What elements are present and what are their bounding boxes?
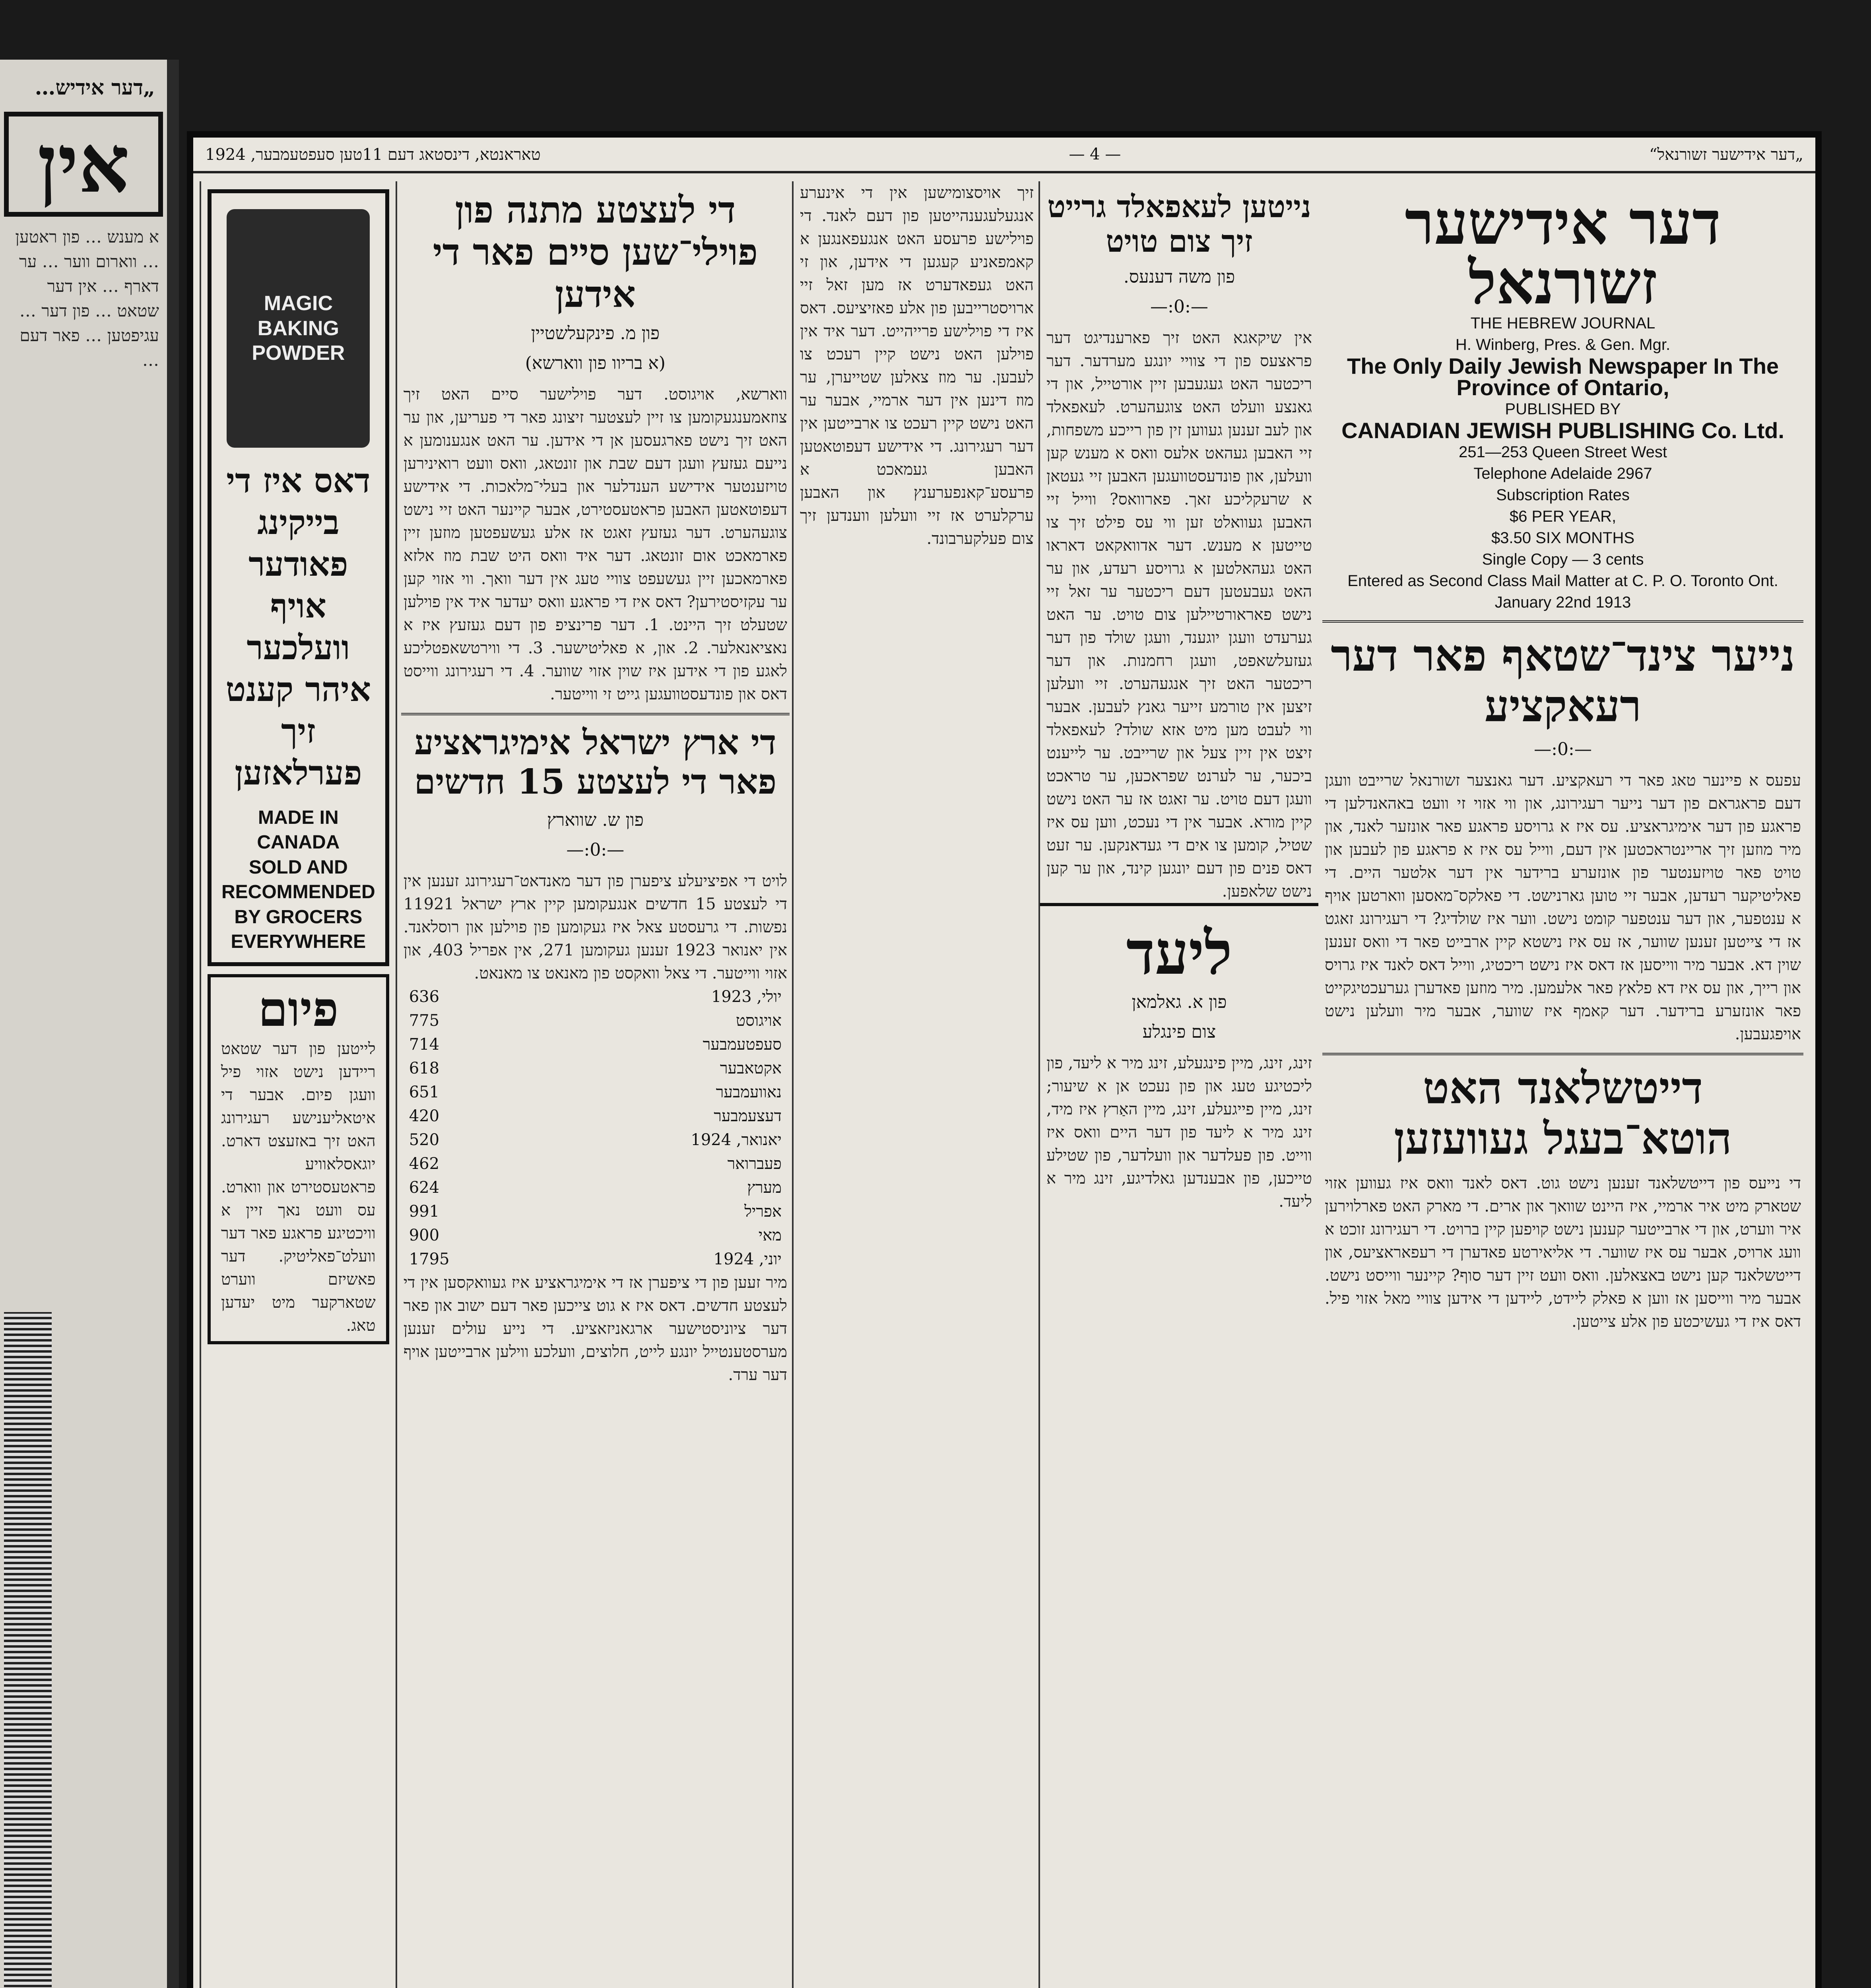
masthead-company: CANADIAN JEWISH PUBLISHING Co. Ltd. <box>1341 418 1784 443</box>
leopold-text: אין שיקאגא האט זיך פארענדיגט דער פראצעס פון די צוויי יונגע מערדער. דער ריכטער האט געגעבען זיין אורטייל, און די גאנצע וועלט האט צוגעהערט. לעאפאלד און לעב זענען געווען זין פון רייכע משפחות, זיי האבען געהאט אלעס וואס א מענש קען וועלען, און פונדעסטוועגען האבען זיי געטאן א שרעקליכע זאך. פארוואס? ווייל זיי האבען געוואלט זען ווי עס פילט זיך צו טייטען א מענש. דער אדוואקאט דאראו האט געהאלטען א גרויסע רעדע, און ער האט געבעטען דעם ריכטער ער זאל זיי נישט פאראורטיילען צום טויט. ער האט גערעדט וועגן יוגענד, וועגן שולד פון דער געזעלשאפט, וועגן רחמנות. און דער ריכטער האט זיך אנגעהערט. זיי וועלען זיצען אין טורמע זייער גאנץ לעבען. אבער ווי לעבט מען מיט אזא שולד? לעאפאלד זיצט אין זיין צעל און שרייבט. ער לייענט ביכער, ער לערנט שפראכען, ער טראכט וועגן דעם טויט. ער זאגט אז ער האט נישט קיין מורא. אבער אין די נעכט, ווען עס איז שטיל, קומען צו אים די געדאנקען. ער זעט דאס פנים פון דעם יונגען קינד, און ער קען נישט שלאפען. <box>1046 328 1312 901</box>
editorial2-text: די נייעס פון דייטשלאנד זענען נישט גוט. דאס לאנד וואס איז געווען אזוי שטארק מיט איר ארמיי, איז היינט שוואך און ארים. די מארק האט פארלוירען איר ווערט, און די ארבייטער קענען נישט קויפען קיין ברויט. די רעגירונג זוכט א וועג ארויס, אבער עס איז שווער. די אליאירטע פאדערן די רעפאראציעס, און דייטשלאנד קען נישט באצאלען. וואס וועט זיין דער סוף? קיינער ווייסט נישט. אבער מיר ווייסען אז ווען א פאלק ליידט, ליידען די אידען צוויי מאל אזוי פיל. דאס איז די געשיכטע פון אלע צייטען. <box>1325 1174 1801 1331</box>
column-polish-sejm <box>792 181 1040 1988</box>
editorial1-text: עפעס א פיינער טאג פאר די רעאקציע. דער גאנצער זשורנאל שרייבט וועגן דעם פראגראם פון דער נייער רעגירונג, און ווי אזוי זי וועט באהאנדלען די פראגע פון דער אימיגראציע. עס איז א גרויסע פראגע פאר אונזער לאנד, און מיר מוזען זיך אריינטראכטען אין דעם, ווייל עס איז א פראגע פון לעבען און טויט פאר טויזענטער פון אונזערע ברידער אין דער אלטער היים. די פאליטיקער רעדען, אבער זיי טוען גארנישט. די פאלקס־מאסען ווארטען אויף א ענטפער, און דער ענטפער קומט נישט. ווער איז שולדיג? די רעגירונג זאגט אז די צייטען זענען שווער, אז עס איז נישטא קיין ארבייט פאר די וואס זענען שוין דא. אבער מיר ווייסען אז דאס איז נישט ריכטיג, ווייל דאס לאנד איז גרויס און רייך, און עס איז דא פלאץ פאר אלעמען. מיר מוזען פאדערן גערעכטיגקייט פאר אונזערע ברידער. דער קאמף איז שווער, אבער מיר וועלען נישט אויפגעבען. <box>1325 771 1801 1043</box>
table-row: יולי, 1923 636 <box>409 988 782 1006</box>
masthead-entered: Entered as Second Class Mail Matter at C. P. O. Toronto Ont. <box>1347 572 1778 590</box>
table-row: יאנואר, 1924 520 <box>409 1131 782 1149</box>
table-row: דעצעמבער 420 <box>409 1107 782 1126</box>
editorial2-headline: דייטשלאנד האט הוטא־בעגל געוועזען <box>1394 1062 1732 1164</box>
masthead-address: 251—253 Queen Street West <box>1458 443 1667 461</box>
newspaper-page <box>187 131 1822 1988</box>
table-row: פעברואר 462 <box>409 1155 782 1173</box>
masthead-subscription: Subscription Rates <box>1496 486 1630 504</box>
prev-page-halftone <box>4 1312 52 1988</box>
sejm-headline: די לעצטע מתנה פון פוילי־שען סיים פאר די אידען <box>433 188 758 316</box>
column-left-block <box>200 181 794 1988</box>
table-row: יוני, 1924 1795 <box>409 1250 782 1269</box>
leopold-headline: נייטען לעאפאלד גרייט זיך צום טויט <box>1047 189 1311 259</box>
masthead-english-name: THE HEBREW JOURNAL <box>1470 315 1656 332</box>
masthead-published-by: PUBLISHED BY <box>1505 400 1621 418</box>
table-row: מערץ 624 <box>409 1178 782 1197</box>
columns <box>201 181 1807 1988</box>
fiume-box <box>208 974 389 1344</box>
editorial1-headline: נייער צינד־שטאף פאר דער רעאקציע <box>1331 630 1795 732</box>
prev-page-big-letters: אין <box>4 112 163 217</box>
sejm-and-immigration <box>396 181 794 1988</box>
table-row: נאוועמבער 651 <box>409 1083 782 1102</box>
header-date: טאראנטא, דינסטאג דעם 11טען סעפטעמבער, 1924 <box>205 145 541 164</box>
masthead-six-months: $3.50 SIX MONTHS <box>1491 529 1635 547</box>
table-row: מאי 900 <box>409 1226 782 1245</box>
table-row: אקטאבער 618 <box>409 1059 782 1078</box>
immigration-text2: מיר זעען פון די ציפערן אז די אימיגראציע איז געוואקסען אין די לעצטע חדשים. דאס איז א גוט צייכען פאר דעם ישוב און פאר דער ציוניסטישער ארגאניזאציע. די נייע עולים זענען מערסטענטייל יונגע לייט, חלוצים, וועלכע ווילען ארבייטען אויף דער ערד. <box>403 1274 787 1384</box>
immigration-headline: די ארץ ישראל אימיגראציע פאר די לעצטע 15 חדשים <box>414 722 777 802</box>
header-page-number: — 4 — <box>1069 145 1121 163</box>
ad-sold: SOLD AND RECOMMENDED BY GROCERS EVERYWHERE <box>221 856 375 952</box>
previous-page-fragment <box>0 60 179 1988</box>
poem-box <box>1040 903 1318 1213</box>
immigration-byline: פון ש. שווארץ <box>547 810 644 831</box>
poem-dedication: צום פינגלע <box>1142 1021 1216 1042</box>
ad-yiddish-text: דאס איז די בייקינג פאודער אויף וועלכער איהר קענט זיך פערלאזען <box>225 461 371 792</box>
baking-powder-can: MAGIC BAKING POWDER <box>227 209 370 448</box>
prev-page-header: „דער אידיש… <box>35 76 155 100</box>
masthead-publisher: H. Winberg, Pres. & Gen. Mgr. <box>1455 336 1671 353</box>
fiume-text: לייטען פון דער שטאט ריידען נישט אזוי פיל וועגן פיום. אבער די איטאליענישע רעגירונג האט זיך באזעצט דארט. יוגאסלאוויע פראטעסטירט און ווארט. עס וועט נאך זיין א וויכטיגע פראגע פאר דער וועלט־פאליטיק. דער פאשיזם ווערט שטארקער מיט יעדען טאג. <box>221 1040 376 1335</box>
ad-made-in: MADE IN CANADA <box>257 807 340 853</box>
masthead-date: January 22nd 1913 <box>1494 594 1631 611</box>
table-row: אויגוסט 775 <box>409 1011 782 1030</box>
immigration-text: לויט די אפיציעלע ציפערן פון דער מאנדאט־רעגירונג זענען אין די לעצטע 15 חדשים אנגעקומען קיין ארץ ישראל 11921 נפשות. די גרעסטע צאל איז געקומען פון פוילען און רוסלאנד. אין יאנואר 1923 זענען געקומען 271, אין אפריל 403, און אזוי ווייטער. די צאל וואקסט פון מאנאט צו מאנאט. <box>403 872 787 983</box>
header-paper-name: „דער אידישער זשורנאל“ <box>1649 145 1803 164</box>
table-row: אפריל 991 <box>409 1202 782 1221</box>
leopold-byline: פון משה דענעס. <box>1123 266 1235 287</box>
sejm-text: ווארשא, אויגוסט. דער פוילישער סיים האט זיך צוזאמענגעקומען צו זיין לעצטער זיצונג פאר די פעריען, און ער האט זיך נישט פארגעסען אן די אידען. ער האט אנגענומען א נייעם געזעץ וועגן דעם שבת און זונטאג, וואס וועט רואינירען טויזענטער אידישע הענדלער און בעלי־מלאכות. די אידישע דעפוטאטען האבען פראטעסטירט, אבער קיינער האט זיי נישט צוגעהערט. דער געזעץ זאגט אז אלע געשעפטען מוזען זיין פארמאכט אום זונטאג. דער איד וואס היט שבת מוז אלזא פארמאכען זיין געשעפט צוויי טעג אין דער וואך. ווי אזוי קען ער עקזיסטירען? דאס איז די פראגע וואס יעדער איד אין פוילען שטעלט זיך היינט. 1. דער פרינציפ פון דעם געזעץ איז א נאציאנאלער. 2. און, א פאליטישער. 3. די ווירטשאפטליכע לאגע פון די אידען איז שוין אזוי שווער. 4. די רעגירונג ווייסט דאס און פונדעסטוועגען גייט זי ווייטער. <box>403 385 788 704</box>
poem-title: ליעד <box>1126 918 1232 988</box>
sejm-note: (א בריוו פון ווארשא) <box>525 353 666 374</box>
prev-page-text: א מענש … פון ראטען … ווארום ווער … ער דארף … אין דער שטאט … פון דער … עגיפטען … פאר דעם … <box>15 227 159 370</box>
polish-sejm-continued: זיך אויסצומישען אין די אינערע אנגעלעגענהייטען פון דעם לאנד. די פוילישע פרעסע האט אנגעפאנגען א קאמפאניע קעגען די אידען, און זי האט געפאדערט אז מען זאל זיי ארויסטרייבען פון אלע פאזיציעס. דאס איז די פוילישע פרייהייט. דער איד אין פוילען האט נישט קיין רעכט צו לעבען. ער מוז צאלען שטייערן, ער מוז דינען אין דער ארמיי, אבער ער האט נישט קיין רעכט צו ארבייטען אין דער רעגירונג. די אידישע דעפוטאטען האבען געמאכט א פרעסע־קאנפערענץ און האבען ערקלערט אז זיי וועלען ווענדען זיך צום פעלקערבונד. <box>800 184 1034 548</box>
column-masthead <box>1318 181 1807 1988</box>
poem-text: זינג, זינג, מיין פינגעלע, זינג מיר א ליעד, פון ליכטיגע טעג און פון נעכט אן א שיעור; זינג, מיין פייגעלע, זינג, מיין האַרץ איז מיד, זינג מיר א ליעד פון דער היים וואס איז ווייט. פון פעלדער און וועלדער, פון שטילע טייכען, פון אבענדען גאלדיגע, זינג מיר א ליעד. <box>1046 1054 1312 1211</box>
page-header-strip <box>193 138 1815 173</box>
masthead-title: דער אידישער זשורנאל <box>1405 188 1721 318</box>
immigration-mark: —:0:— <box>566 840 625 860</box>
masthead-single-copy: Single Copy — 3 cents <box>1482 551 1644 568</box>
divider <box>1322 620 1803 623</box>
fiume-title: פיום <box>258 981 339 1038</box>
table-row: סעפטעמבער 714 <box>409 1035 782 1054</box>
masthead-tagline: The Only Daily Jewish Newspaper In The Province of Ontario, <box>1347 353 1779 400</box>
divider <box>401 713 790 715</box>
ad-column <box>201 181 396 1988</box>
leopold-mark: —:0:— <box>1150 296 1208 317</box>
divider <box>1322 1053 1803 1055</box>
sejm-byline: פון מ. פינקעלשטיין <box>531 323 660 344</box>
column-leopold <box>1038 181 1318 1988</box>
left-block-inner <box>201 181 794 1988</box>
editorial1-mark: —:0:— <box>1534 739 1592 759</box>
poem-author: פון א. גאלמאן <box>1132 992 1227 1012</box>
immigration-table <box>397 985 794 1271</box>
baking-powder-ad <box>208 189 389 966</box>
masthead-telephone: Telephone Adelaide 2967 <box>1473 465 1652 482</box>
masthead-year-rate: $6 PER YEAR, <box>1509 508 1617 525</box>
